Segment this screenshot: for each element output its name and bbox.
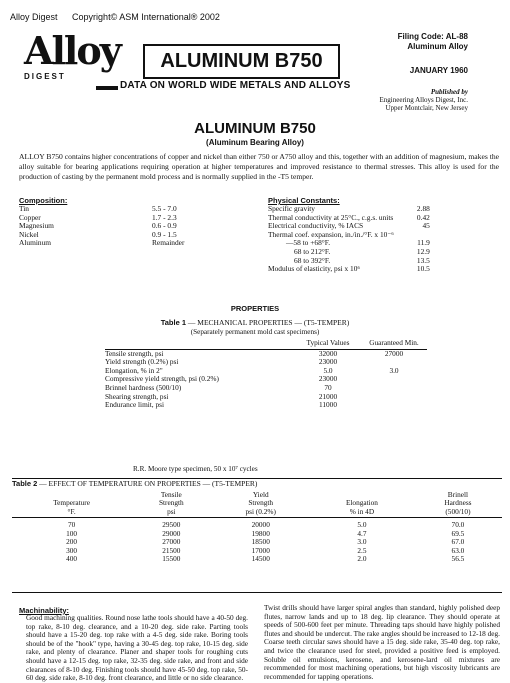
property-name: Tensile strength, psi (105, 348, 164, 358)
typical-value: 32000 (318, 348, 338, 358)
constant-value: 12.9 (416, 246, 430, 256)
constant-value: 45 (422, 221, 430, 231)
constant-value: 2.88 (416, 204, 430, 213)
composition-row (19, 239, 184, 248)
guaranteed-min: 3.0 (389, 365, 399, 375)
table2-col-header: Tensile Strength psi (131, 491, 211, 518)
constant-name: 68 to 212°F. (294, 246, 331, 256)
constant-value: 13.5 (416, 255, 430, 265)
composition-heading: Composition: (19, 196, 68, 205)
constant-name: Thermal conductivity at 25°C., c.g.s. units (268, 212, 394, 222)
element-name: Copper (19, 212, 41, 222)
table2-cell: 29500 (162, 520, 181, 530)
property-name: Shearing strength, psi (105, 391, 169, 401)
table2-cell: 300 (66, 545, 78, 555)
table1-caption (0, 318, 510, 327)
typical-value: 21000 (318, 391, 338, 401)
table2-cell: 2.5 (357, 545, 367, 555)
table2-cell: 20000 (251, 520, 270, 530)
table2-cell: 19800 (251, 528, 270, 538)
filing-info (398, 32, 468, 52)
physical-constants-table (268, 205, 430, 274)
property-name: Brinnel hardness (500/10) (105, 382, 182, 392)
issue-date: JANUARY 1960 (409, 66, 468, 75)
copyright-text: Copyright© ASM International® 2002 (72, 12, 220, 22)
document-subtitle: (Aluminum Bearing Alloy) (206, 138, 304, 147)
element-name: Nickel (19, 229, 39, 239)
alloy-digest-logo (24, 28, 120, 81)
table1-subcaption: (Separately permanent mold cast specimens) (190, 328, 320, 336)
typical-value: 11000 (319, 400, 337, 410)
element-name: Aluminum (19, 238, 52, 247)
table2 (12, 491, 502, 564)
physical-constants-section (268, 196, 500, 274)
table1-title: — MECHANICAL PROPERTIES — (T5-TEMPER) (187, 318, 350, 327)
table2-col-header: Elongation % in 4D (310, 491, 414, 518)
guaranteed-min (361, 375, 427, 384)
table2-caption (12, 479, 502, 488)
table2-row (12, 518, 502, 530)
physical-constant-row (268, 239, 430, 248)
table2-col-header: Brinell Hardness (500/10) (414, 491, 502, 518)
physical-constants-heading: Physical Constants: (268, 196, 340, 205)
table2-cell: 29000 (162, 528, 181, 538)
table2-label: Table 2 (12, 479, 38, 488)
machinability-text-right: Twist drills should have larger spiral angles than standard, highly polished deep flutes, narrow lands and up to 18 deg. lip clearance. They should operate at speeds of 500-600 feet per minute. Threading taps should have highly polished flutes and should be undercut. The rake angles should be increased to 12-18 deg. Coarse teeth circular saws should have a 15 deg. side rake, 35-40 deg. top rake, and twice the clearance used for steel, provided a positive feed is employed. Soluble oil emulsions, kerosene, and kerosene-lard oil mixtures are recommended for most machining operations, but high viscosity lubricants are recommended for tapping operations. (264, 603, 500, 681)
element-range: 0.6 - 0.9 (152, 221, 177, 230)
table2-cell: 70 (67, 520, 76, 530)
table2-cell: 17000 (251, 545, 270, 555)
table2-cell: 3.0 (357, 537, 367, 547)
logo-digest: DIGEST (24, 72, 66, 81)
element-range: 1.7 - 2.3 (152, 212, 177, 222)
element-range: 5.5 - 7.0 (152, 204, 177, 213)
table2-cell: 100 (66, 528, 78, 538)
table1-footnote: R.R. Moore type specimen, 50 x 10⁷ cycles (133, 465, 258, 473)
table2-col-header: Yield Strength psi (0.2%) (211, 491, 310, 518)
document-title: ALUMINUM B750 (194, 120, 316, 137)
machinability-heading: Machinability: (19, 606, 70, 615)
guaranteed-min (361, 393, 427, 402)
logo-word: Alloy (24, 28, 120, 73)
composition-section (19, 196, 239, 248)
table2-col-header: Temperature °F. (12, 491, 131, 518)
constant-value: 11.9 (417, 238, 430, 248)
publisher-name: Engineering Alloys Digest, Inc. (379, 96, 468, 104)
header-tagline: DATA ON WORLD WIDE METALS AND ALLOYS (120, 80, 351, 91)
publisher-location: Upper Montclair, New Jersey (385, 104, 468, 112)
table2-cell: 70.0 (451, 520, 465, 530)
table2-cell: 15500 (162, 554, 181, 564)
table2-bottom-rule (12, 592, 502, 593)
filing-class: Aluminum Alloy (407, 42, 468, 51)
composition-table (19, 205, 184, 248)
property-name: Elongation, % in 2" (105, 365, 163, 375)
physical-constant-row (268, 265, 430, 274)
intro-paragraph: ALLOY B750 contains higher concentrations of copper and nickel than either 750 or A750 alloy and this, together with an addition of magnesium, makes the alloy suitable for bearing applications requiring operation at higher temperatures and improved resistance to thermal stresses. This alloy is used for the production of casting by the permanent mold process and is normally supplied in the -T5 temper. (19, 152, 499, 181)
typical-value: 23000 (318, 357, 338, 367)
constant-name: Thermal coef. expansion, in./in./°F. x 10⁻⁶ (268, 229, 394, 239)
header-title-box: ALUMINUM B750 (143, 44, 340, 79)
guaranteed-min: 27000 (384, 348, 404, 358)
element-name: Magnesium (19, 221, 54, 230)
constant-name: Specific gravity (268, 204, 315, 213)
typical-value: 5.0 (323, 365, 333, 375)
table2-cell: 5.0 (357, 520, 367, 530)
filing-code: Filing Code: AL-88 (397, 32, 468, 41)
table2-cell: 27000 (162, 537, 181, 547)
constant-value: 10.5 (416, 264, 430, 274)
table2-cell: 56.5 (451, 554, 465, 564)
logo-rule (96, 86, 118, 90)
table2-cell: 2.0 (357, 554, 367, 564)
typical-value: 70 (324, 382, 332, 392)
machinability-text-left: Good machining qualities. Round nose lathe tools should have a 40-50 deg. top rake, 8-10 deg. clearance, and a 10-20 deg. side rake. Parting tools should have a 15-20 deg. top rake with a 4-5 deg. side rake. Boring tools should be of the "hook" type, having a 30-45 deg. top rake, 10-15 deg. side rake, and plenty of clearance. Planer and shaper tools for roughing cuts should have a 12-15 deg. top rake, 32-35 deg. side rake, and front and side clearances of 8-10 deg. Finishing tools should have 45-50 deg. top rake, 50-60 deg. side rake, 8-10 deg. front clearance, and little or no side clearance. (26, 613, 248, 683)
table2-cell: 69.5 (451, 528, 465, 538)
table2-row (12, 555, 502, 564)
element-name: Tin (19, 204, 30, 213)
element-range: 0.9 - 1.5 (152, 229, 177, 239)
table1-label: Table 1 (160, 318, 187, 327)
element-range: Remainder (152, 238, 185, 247)
constant-value: 0.42 (416, 212, 430, 222)
constant-name: Electrical conductivity, % IACS (268, 221, 364, 231)
table2-cell: 200 (66, 537, 78, 547)
constant-name: Modulus of elasticity, psi x 10⁶ (268, 264, 361, 274)
physical-constant-row (268, 248, 430, 257)
publisher-block (380, 88, 468, 112)
top-source-line (10, 12, 232, 22)
table1 (105, 339, 427, 410)
table1-row (105, 401, 427, 410)
table1-col-typical: Typical Values (295, 339, 361, 349)
table2-title: — EFFECT OF TEMPERATURE ON PROPERTIES — (T5-TEMPER) (39, 479, 258, 488)
property-name: Endurance limit, psi (105, 400, 164, 410)
guaranteed-min (361, 384, 427, 393)
table2-cell: 67.0 (451, 537, 465, 547)
guaranteed-min (361, 401, 427, 410)
table2-cell: 21500 (162, 545, 181, 555)
published-by-label: Published by (430, 88, 468, 96)
typical-value: 23000 (318, 374, 338, 384)
site-name: Alloy Digest (10, 12, 58, 22)
table2-cell: 400 (66, 554, 78, 564)
table2-cell: 18500 (251, 537, 270, 547)
table1-col-min: Guaranteed Min. (361, 339, 427, 349)
properties-heading: PROPERTIES (230, 304, 280, 313)
table2-cell: 14500 (251, 554, 270, 564)
constant-name: 68 to 392°F. (294, 255, 331, 265)
property-name: Compressive yield strength, psi (0.2%) (105, 374, 219, 384)
table2-cell: 4.7 (357, 528, 367, 538)
constant-name: —58 to +68°F. (286, 238, 331, 248)
property-name: Yield strength (0.2%) psi (105, 357, 179, 367)
table2-cell: 63.0 (451, 545, 465, 555)
